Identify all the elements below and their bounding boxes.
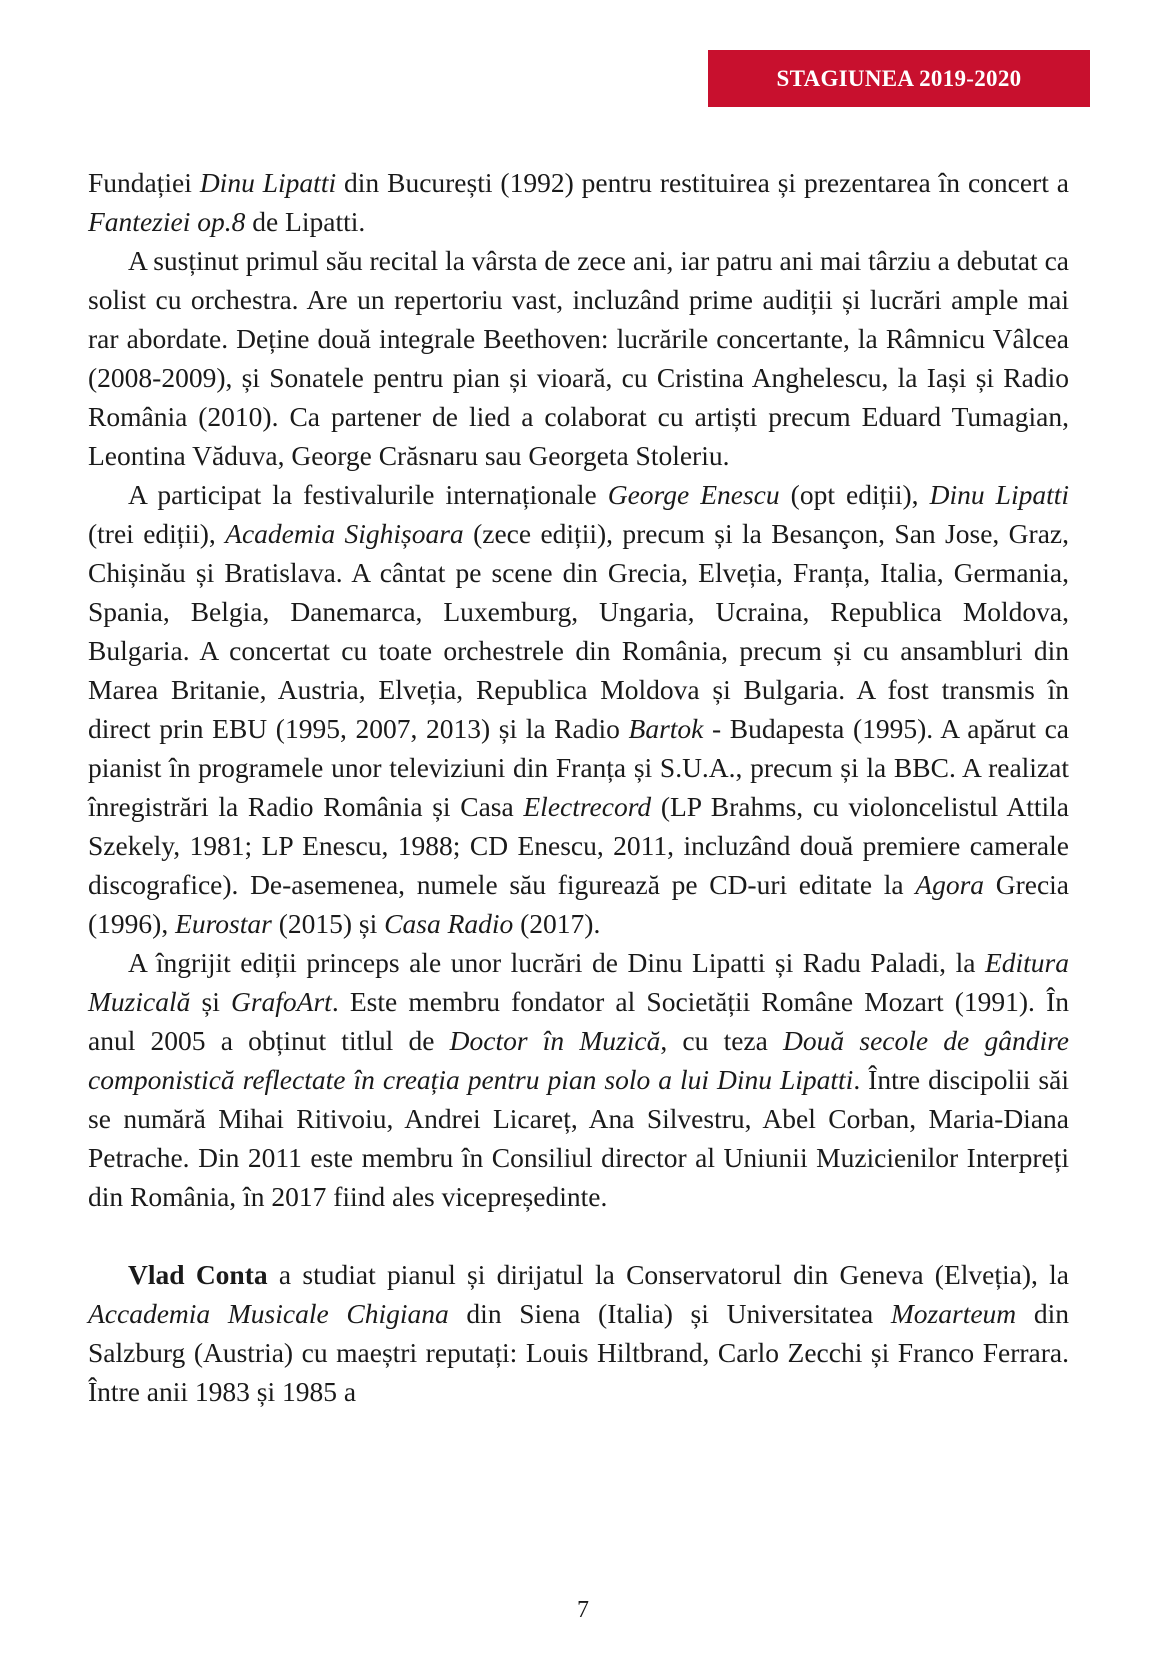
paragraph: [88, 1255, 1069, 1411]
italic-title: Dinu Lipatti: [199, 167, 337, 198]
text-run: A susținut primul său recital la vârsta de zece ani, iar patru ani mai târziu a debutat ca solist cu orchestra. Are un repertoriu vast, incluzând prime audiții și lucrări ample mai rar abordate. Deține două integrale Beethoven: lucrările concertante, la Râmnicu Vâlcea (2008-2009), și Sonatele pentru pian și vioară, cu Cristina Anghelescu, la Iași și Radio România (2010). Ca partener de lied a colaborat cu artiști precum Eduard Tumagian, Leontina Văduva, George Crăsnaru sau Georgeta Stoleriu.: [88, 245, 1069, 471]
text-run: de Lipatti.: [245, 206, 366, 237]
italic-title: Academia Sighișoara: [225, 518, 464, 549]
italic-title: Casa Radio: [384, 908, 514, 939]
text-run: , cu teza: [660, 1025, 784, 1056]
italic-title: Doctor în Muzică: [449, 1025, 661, 1056]
text-run: (trei ediții),: [88, 518, 226, 549]
italic-title: Bartok: [628, 713, 704, 744]
season-header-badge: [708, 50, 1090, 107]
text-run: . Între discipolii săi se numără Mihai Ritivoiu, Andrei Licareț, Ana Silvestru, Abel Corban, Maria-Diana Petrache. Din 2011 este membru în Consiliul director al Uniunii Muzicienilor Interpreți din România, în 2017 fiind ales vicepreședinte.: [88, 1064, 1069, 1212]
italic-title: Agora: [915, 869, 985, 900]
season-label: STAGIUNEA 2019-2020: [776, 65, 1022, 91]
text-run: din Salzburg (Austria) cu maeștri reputați: Louis Hiltbrand, Carlo Zecchi și Franco Ferrara. Între anii 1983 și 1985 a: [88, 1298, 1070, 1407]
text-run: din Siena (Italia) și Universitatea: [448, 1298, 891, 1329]
italic-title: Fanteziei op.8: [88, 206, 246, 237]
italic-title: Accademia Musicale Chigiana: [88, 1298, 449, 1329]
italic-title: Editura Muzicală: [88, 947, 1069, 1017]
italic-title: Dinu Lipatti: [929, 479, 1070, 510]
text-run: . Este membru fondator al Societății Române Mozart (1991). În anul 2005 a obținut titlul de: [88, 986, 1069, 1056]
paragraph: [88, 943, 1069, 1216]
text-run: din București (1992) pentru restituirea și prezentarea în concert a: [336, 167, 1069, 198]
text-run: (opt ediții),: [779, 479, 930, 510]
text-run: (LP Brahms, cu violoncelistul Attila Szekely, 1981; LP Enescu, 1988; CD Enescu, 2011, incluzând două premiere camerale discografice). De-asemenea, numele său figurează pe CD-uri editate la: [88, 791, 1069, 900]
paragraph: [88, 163, 1069, 241]
text-run: - Budapesta (1995). A apărut ca pianist în programele unor televiziuni din Franța și S.U.A., precum și la BBC. A realizat înregistrări la Radio România și Casa: [88, 713, 1069, 822]
text-run: și: [190, 986, 231, 1017]
italic-title: GrafoArt: [230, 986, 332, 1017]
text-run: (2015) și: [271, 908, 385, 939]
italic-title: Electrecord: [523, 791, 652, 822]
text-run: (2017).: [513, 908, 601, 939]
paragraph: [88, 475, 1069, 943]
italic-title: Două secole de gândire componistică reflectate în creația pentru pian solo a lui Dinu Lipatti: [88, 1025, 1069, 1095]
text-run: A îngrijit ediții princeps ale unor lucrări de Dinu Lipatti și Radu Paladi, la: [128, 947, 985, 978]
biography-text: [88, 163, 1069, 1411]
italic-title: Eurostar: [175, 908, 272, 939]
text-run: A participat la festivalurile internaționale: [128, 479, 608, 510]
bold-name: Vlad Conta: [128, 1259, 268, 1290]
text-run: a studiat pianul și dirijatul la Conservatorul din Geneva (Elveția), la: [267, 1259, 1069, 1290]
page-number: 7: [577, 1597, 589, 1623]
text-run: (zece ediții), precum și la Besançon, San Jose, Graz, Chișinău și Bratislava. A cântat pe scene din Grecia, Elveția, Franța, Italia, Germania, Spania, Belgia, Danemarca, Luxemburg, Ungaria, Ucraina, Republica Moldova, Bulgaria. A concertat cu toate orchestrele din România, precum și cu ansambluri din Marea Britanie, Austria, Elveția, Republica Moldova și Bulgaria. A fost transmis în direct prin EBU (1995, 2007, 2013) și la Radio: [88, 518, 1069, 744]
text-run: Fundației: [88, 167, 200, 198]
paragraph: [88, 241, 1069, 475]
italic-title: Mozarteum: [890, 1298, 1017, 1329]
text-run: Grecia (1996),: [88, 869, 1069, 939]
italic-title: George Enescu: [607, 479, 780, 510]
